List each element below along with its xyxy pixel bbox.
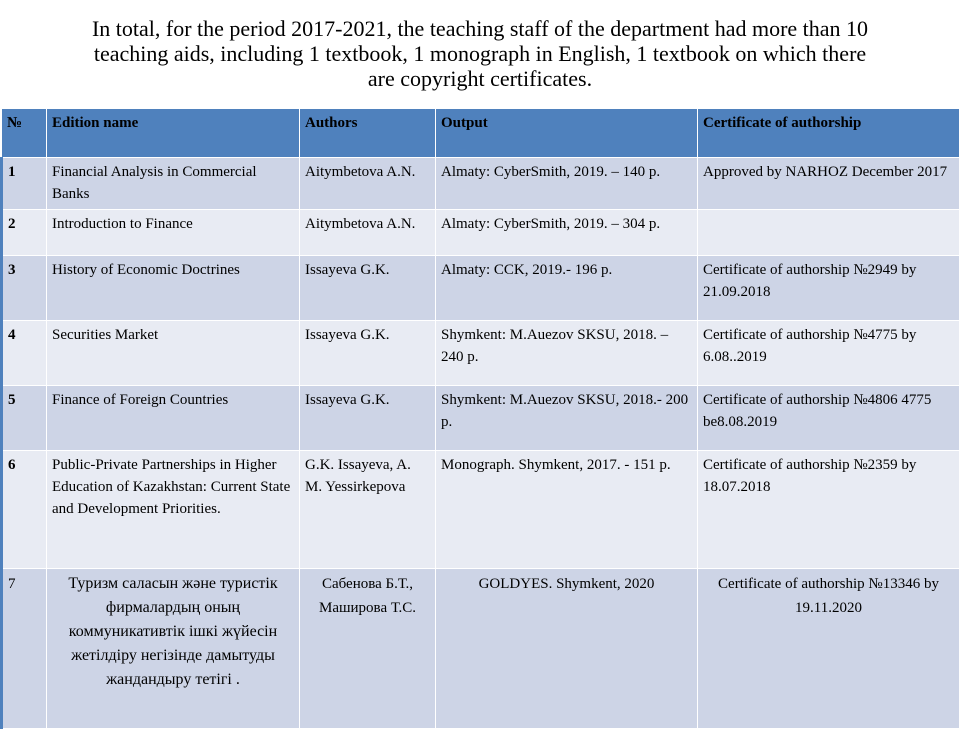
row-output: Monograph. Shymkent, 2017. - 151 p. <box>436 451 698 569</box>
row-authors: Aitymbetova A.N. <box>300 210 436 256</box>
row-authors: G.K. Issayeva, A. M. Yessirkepova <box>300 451 436 569</box>
table-row <box>2 210 960 256</box>
row-certificate: Certificate of authorship №4775 by 6.08..2019 <box>698 321 960 386</box>
row-authors: Issayeva G.K. <box>300 256 436 321</box>
row-number: 6 <box>2 451 47 569</box>
header-output: Output <box>436 109 698 158</box>
header-certificate: Certificate of authorship <box>698 109 960 158</box>
row-edition-name: History of Economic Doctrines <box>47 256 300 321</box>
row-certificate: Approved by NARHOZ December 2017 <box>698 158 960 210</box>
table-row <box>2 386 960 451</box>
row-edition-name: Finance of Foreign Countries <box>47 386 300 451</box>
row-certificate: Certificate of authorship №2949 by 21.09.2018 <box>698 256 960 321</box>
row-number: 4 <box>2 321 47 386</box>
table-row <box>2 321 960 386</box>
row-certificate: Certificate of authorship №4806 4775 be8.08.2019 <box>698 386 960 451</box>
row-edition-name: Introduction to Finance <box>47 210 300 256</box>
heading-line-1: In total, for the period 2017-2021, the teaching staff of the department had more than 10 <box>91 16 869 41</box>
row-edition-name: Financial Analysis in Commercial Banks <box>47 158 300 210</box>
publications-table <box>0 108 960 729</box>
row-output: Almaty: CCK, 2019.- 196 p. <box>436 256 698 321</box>
row-number: 3 <box>2 256 47 321</box>
row-edition-name: Securities Market <box>47 321 300 386</box>
slide-heading <box>0 16 960 91</box>
row-output: Shymkent: M.Auezov SKSU, 2018.- 200 p. <box>436 386 698 451</box>
row-authors: Issayeva G.K. <box>300 321 436 386</box>
row-edition-name: Public-Private Partnerships in Higher Education of Kazakhstan: Current State and Development Priorities. <box>47 451 300 569</box>
table-row <box>2 158 960 210</box>
row-certificate: Certificate of authorship №13346 by 19.11.2020 <box>698 569 960 729</box>
row-authors: Issayeva G.K. <box>300 386 436 451</box>
row-authors: Aitymbetova A.N. <box>300 158 436 210</box>
heading-line-3: are copyright certificates. <box>367 66 593 91</box>
header-edition-name: Edition name <box>47 109 300 158</box>
header-authors: Authors <box>300 109 436 158</box>
row-authors: Сабенова Б.Т., Маширова Т.С. <box>300 569 436 729</box>
row-number: 1 <box>2 158 47 210</box>
row-number: 2 <box>2 210 47 256</box>
row-number: 7 <box>2 569 47 729</box>
heading-line-2: teaching aids, including 1 textbook, 1 monograph in English, 1 textbook on which there <box>93 41 867 66</box>
table-header-row <box>2 109 960 158</box>
table-row <box>2 569 960 729</box>
header-number: № <box>2 109 47 158</box>
row-output: Almaty: CyberSmith, 2019. – 140 p. <box>436 158 698 210</box>
row-number: 5 <box>2 386 47 451</box>
table-row <box>2 451 960 569</box>
row-output: Almaty: CyberSmith, 2019. – 304 p. <box>436 210 698 256</box>
row-output: Shymkent: M.Auezov SKSU, 2018. – 240 p. <box>436 321 698 386</box>
row-certificate: Certificate of authorship №2359 by 18.07.2018 <box>698 451 960 569</box>
row-certificate <box>698 210 960 256</box>
table-row <box>2 256 960 321</box>
row-output: GOLDYES. Shymkent, 2020 <box>436 569 698 729</box>
row-edition-name: Туризм саласын және туристік фирмалардың оның коммуникативтік ішкі жүйесін жетілдіру негізінде дамытуды жандандыру тетігі . <box>47 569 300 729</box>
